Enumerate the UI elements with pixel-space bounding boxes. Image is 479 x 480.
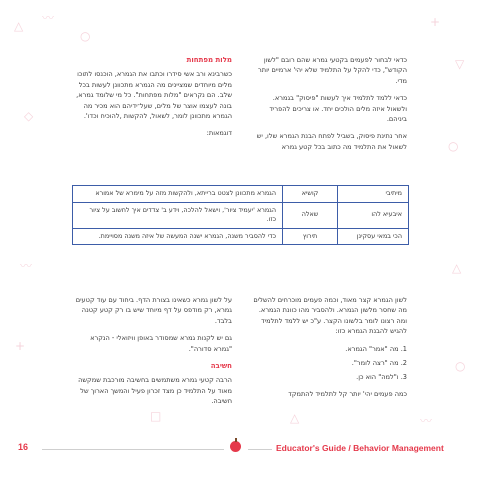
term-cell: הכי במאי עסקינן <box>338 228 409 245</box>
footer-divider <box>248 449 272 450</box>
meaning-cell: קושיא <box>283 186 338 203</box>
top-left-column <box>72 55 232 146</box>
paragraph: הרבה קטעי גמרא משתמשים בחשיבה מורכבת שמקשה מאוד על התלמיד כן מצד זכרון פעיל והמשך הארוך של חשיבה. <box>78 376 232 406</box>
paragraph: כמה פעמים יהי' יותר קל לתלמיד להתמקד <box>288 389 407 398</box>
decor-square-icon: □ <box>150 409 162 423</box>
steps-list <box>252 344 407 383</box>
table-row <box>73 228 409 245</box>
paragraph: על לשון גמרא כשאינו בצורת הדף. ביחוד עם עוד קטעים גמרא, רק מודפס על דף מיוחד שיש בו רק קטע קטנה בלבד. <box>75 296 232 325</box>
bottom-left-column <box>72 295 232 414</box>
bottom-right-column <box>252 295 407 406</box>
decor-triangle-icon: △ <box>14 19 24 33</box>
table-row <box>73 202 409 228</box>
list-item: 1. מה "אמר" הגמרא. <box>345 344 407 353</box>
decor-square-icon: ◇ <box>24 109 34 123</box>
footer-brand: Educator's Guide / Behavior Management <box>276 443 444 453</box>
decor-zigzag-icon: 〰 <box>42 11 55 25</box>
list-item: 2. מה "רצה לומר". <box>351 359 407 368</box>
decor-plus-icon: + <box>15 339 26 353</box>
meaning-cell: תירוץ <box>283 228 338 245</box>
decor-circle-icon: ○ <box>455 359 466 373</box>
page-number: 16 <box>18 442 29 452</box>
paragraph: אחר נתינת פיסוק, בשביל לפתח הבנת הגמרא שלו, יש לשאול את התלמיד מה כתוב בכל קטע גמרא <box>256 132 407 151</box>
footer-divider <box>42 449 224 450</box>
explanation-cell: הגמרא מתכוונן לצטט ברייתא, ולהקשות מזה על מימרא של אמורא <box>73 186 283 203</box>
meaning-cell: שאלה <box>283 202 338 228</box>
explanation-cell: הגמרא 'יעמיד ציור', וישאל להלכה, וידע ב' צדדים איך לחשוב על ציור כזו. <box>73 202 283 228</box>
decor-triangle-icon: ▽ <box>455 57 465 71</box>
decor-circle-icon: ○ <box>80 29 91 43</box>
decor-circle-icon: ○ <box>448 139 459 153</box>
examples-label: דוגמאות: <box>206 129 232 138</box>
explanation-cell: כדי להסביר משנה, הגמרא ישנה המעשה של איזה משנה מסויימת. <box>73 228 283 245</box>
section-heading: מלות מפתחות <box>186 56 232 64</box>
paragraph: כדאי לבחור לפעמים בקטעי גמרא שהם רובם "לשון הקודש", כדי להקל על התלמיד שלא יהי' ארמיים יותר מדי. <box>258 56 407 85</box>
section-heading: חשיבה <box>210 362 232 371</box>
top-right-column <box>252 55 407 159</box>
paragraph: לשון הגמרא קצר מאוד, וכמה פעמים מוכרחים להשלים מה שחסר מלשון הגמרא. ולהסביר מהו כוונת הגמרא. ומה רצונו לומר בלשונו הקצר. ע"כ יש ללמד לתלמיד להגיש להבנת הגמרא כזו: <box>253 296 407 336</box>
decor-zigzag-icon: 〰 <box>420 414 433 428</box>
paragraph: גם יש לקנות גמרא שמסודר באופן וויזואלי - הנקרא "גמרא סדורה". <box>90 334 232 353</box>
decor-triangle-icon: △ <box>290 411 300 425</box>
term-cell: איבעיא להו <box>338 202 409 228</box>
paragraph: כשרבינא ורב אשי סידרו וכתבו את הגמרא, הוכנסו לתוכו מלים מיוחדים שמציינים מה הגמרא מתכוונן לעשות בכל שלב. הם נקראים "מלות מפתחות". כל מי שלומד גמרא, בונה לעצמו אוצר של מלים, שעל־ידיהם הוא מכיר מה הגמרא מתכוונן לומר, לשאול, להקשות ,להוכיח וכדו'. <box>76 70 232 121</box>
paragraph: כדאי ללמד לתלמיד איך לעשות "פיסוק" בגמרא. ולשאול איזה מלים הולכים יחד. או צריכים להפריד ביניהם. <box>269 94 407 124</box>
list-item: 3. ו"למה" הוא כן. <box>356 373 407 382</box>
apple-icon <box>230 441 241 452</box>
decor-zigzag-icon: 〰 <box>20 259 33 273</box>
key-words-table <box>72 185 409 245</box>
decor-plus-icon: + <box>430 15 441 29</box>
table-row <box>73 186 409 203</box>
decor-triangle-icon: △ <box>452 261 462 275</box>
term-cell: מיתיבי <box>338 186 409 203</box>
